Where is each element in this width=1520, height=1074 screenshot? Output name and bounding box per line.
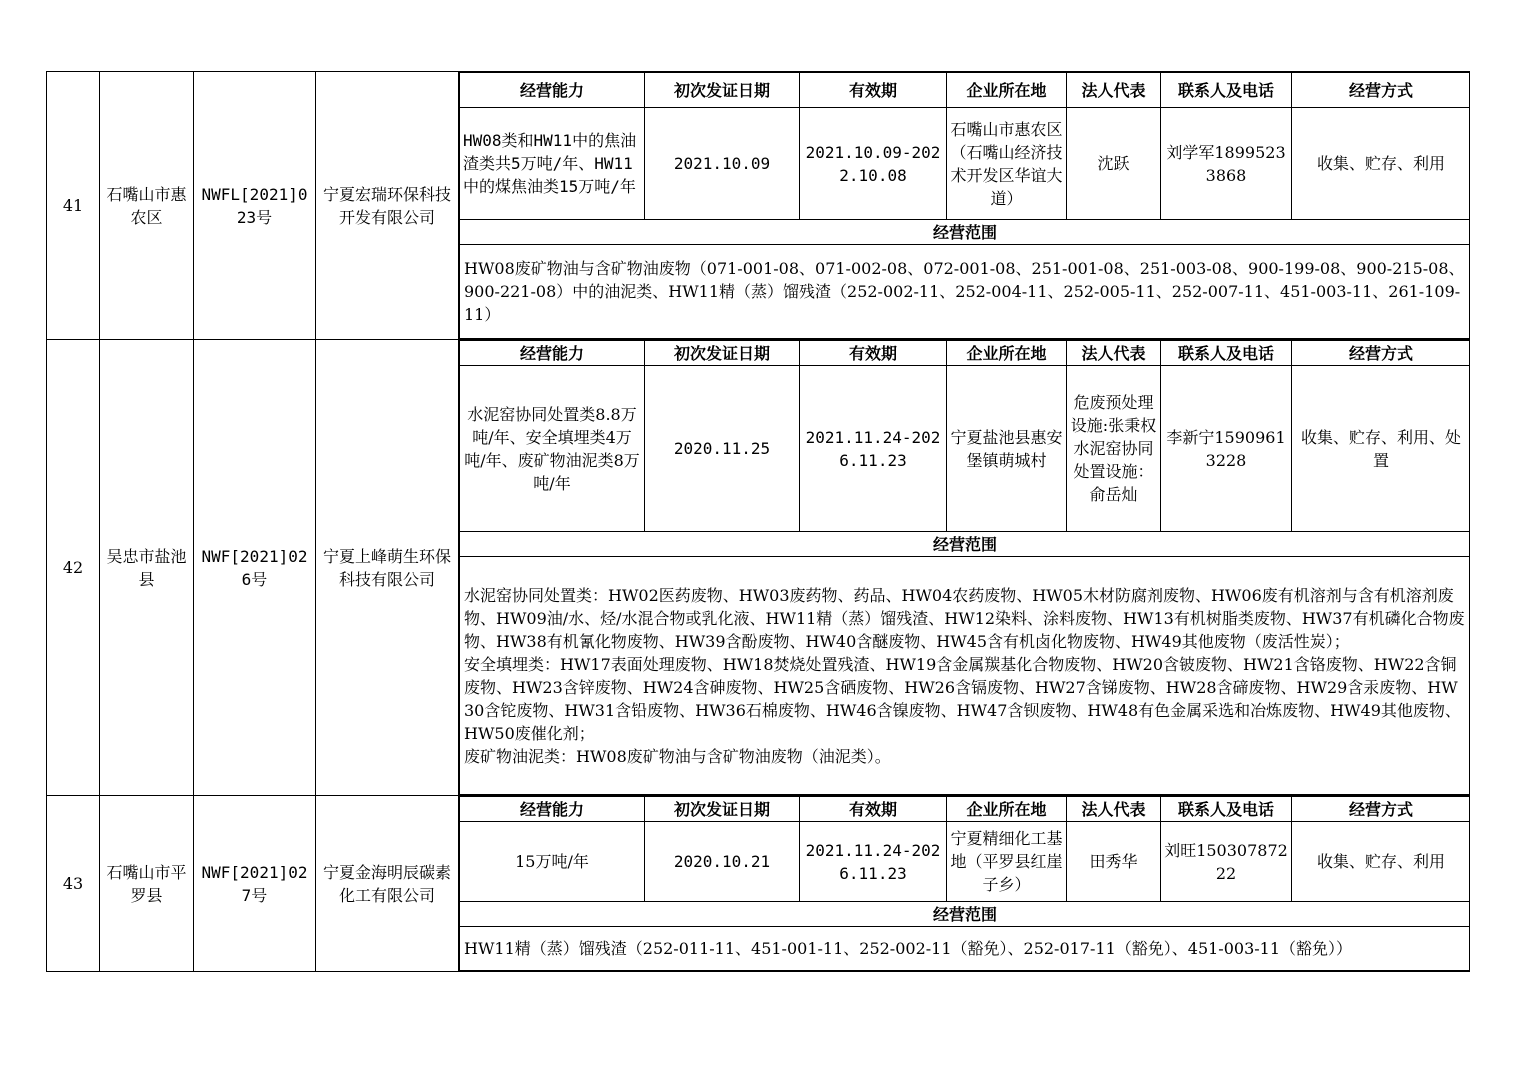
first-date-cell: 2020.10.21 [645, 822, 800, 902]
scope-row [460, 557, 1470, 795]
detail-value-row [460, 366, 1470, 532]
header-method: 经营方式 [1292, 797, 1470, 822]
contact-cell: 李新宁15909613228 [1161, 366, 1292, 532]
first-date-cell: 2021.10.09 [645, 108, 800, 220]
header-validity: 有效期 [800, 797, 947, 822]
header-validity: 有效期 [800, 341, 947, 366]
license-number-cell: NWF[2021]027号 [194, 796, 316, 972]
header-location: 企业所在地 [947, 341, 1067, 366]
header-first-date: 初次发证日期 [645, 73, 800, 108]
license-number-cell: NWF[2021]026号 [194, 340, 316, 796]
company-name-cell: 宁夏上峰萌生环保科技有限公司 [316, 340, 459, 796]
validity-cell: 2021.10.09-2022.10.08 [800, 108, 947, 220]
validity-cell: 2021.11.24-2026.11.23 [800, 366, 947, 532]
header-contact: 联系人及电话 [1161, 797, 1292, 822]
detail-subtable [459, 796, 1470, 971]
scope-cell: 水泥窑协同处置类：HW02医药废物、HW03废药物、药品、HW04农药废物、HW05木材防腐剂废物、HW06废有机溶剂与含有机溶剂废物、HW09油/水、烃/水混合物或乳化液、HW11精（蒸）馏残渣、HW12染料、涂料废物、HW13有机树脂类废物、HW37有机磷化合物废物、HW38有机氰化物废物、HW39含酚废物、HW40含醚废物、HW45含有机卤化物废物、HW49其他废物（废活性炭）； 安全填埋类：HW17表面处理废物、HW18焚烧处置残渣、HW19含金属羰基化合物废物、HW20含铍废物、HW21含铬废物、HW22含铜废物、HW23含锌废物、HW24含砷废物、HW25含硒废物、HW26含镉废物、HW27含锑废物、HW28含碲废物、HW29含汞废物、HW30含铊废物、HW31含铅废物、HW36石棉废物、HW46含镍废物、HW47含钡废物、HW48有色金属采选和冶炼废物、HW49其他废物、HW50废催化剂； 废矿物油泥类：HW08废矿物油与含矿物油废物（油泥类）。 [460, 557, 1470, 795]
header-first-date: 初次发证日期 [645, 797, 800, 822]
company-name-cell: 宁夏宏瑞环保科技开发有限公司 [316, 72, 459, 340]
scope-cell: HW11精（蒸）馏残渣（252-011-11、451-001-11、252-002-11（豁免）、252-017-11（豁免）、451-003-11（豁免）） [460, 927, 1470, 971]
license-table [46, 71, 1470, 972]
legal-rep-cell: 沈跃 [1067, 108, 1161, 220]
header-method: 经营方式 [1292, 341, 1470, 366]
header-capacity: 经营能力 [460, 73, 645, 108]
header-capacity: 经营能力 [460, 797, 645, 822]
header-legal-rep: 法人代表 [1067, 341, 1161, 366]
method-cell: 收集、贮存、利用、处置 [1292, 366, 1470, 532]
header-scope: 经营范围 [460, 532, 1470, 557]
company-name-cell: 宁夏金海明辰碳素化工有限公司 [316, 796, 459, 972]
contact-cell: 刘学军18995233868 [1161, 108, 1292, 220]
method-cell: 收集、贮存、利用 [1292, 822, 1470, 902]
detail-value-row [460, 822, 1470, 902]
license-number-cell: NWFL[2021]023号 [194, 72, 316, 340]
detail-block [459, 340, 1470, 796]
header-scope: 经营范围 [460, 902, 1470, 927]
header-contact: 联系人及电话 [1161, 73, 1292, 108]
detail-header-row [460, 341, 1470, 366]
detail-header-row [460, 797, 1470, 822]
header-first-date: 初次发证日期 [645, 341, 800, 366]
detail-block [459, 72, 1470, 340]
table-row [47, 796, 1470, 972]
method-cell: 收集、贮存、利用 [1292, 108, 1470, 220]
location-cell: 宁夏精细化工基地（平罗县红崖子乡） [947, 822, 1067, 902]
table-row [47, 72, 1470, 340]
validity-cell: 2021.11.24-2026.11.23 [800, 822, 947, 902]
capacity-cell: 15万吨/年 [460, 822, 645, 902]
detail-header-row [460, 73, 1470, 108]
location-cell: 宁夏盐池县惠安堡镇萌城村 [947, 366, 1067, 532]
scope-header-row [460, 902, 1470, 927]
detail-block [459, 796, 1470, 972]
row-number: 43 [47, 796, 100, 972]
header-legal-rep: 法人代表 [1067, 797, 1161, 822]
location-cell: 石嘴山市惠农区（石嘴山经济技术开发区华谊大道） [947, 108, 1067, 220]
header-location: 企业所在地 [947, 797, 1067, 822]
table-row [47, 340, 1470, 796]
scope-header-row [460, 532, 1470, 557]
capacity-cell: HW08类和HW11中的焦油渣类共5万吨/年、HW11中的煤焦油类15万吨/年 [460, 108, 645, 220]
scope-cell: HW08废矿物油与含矿物油废物（071-001-08、071-002-08、072-001-08、251-001-08、251-003-08、900-199-08、900-215-08、900-221-08）中的油泥类、HW11精（蒸）馏残渣（252-002-11、252-004-11、252-005-11、252-007-11、451-003-11、261-109-11） [460, 245, 1470, 339]
contact-cell: 刘旺15030787222 [1161, 822, 1292, 902]
header-validity: 有效期 [800, 73, 947, 108]
header-method: 经营方式 [1292, 73, 1470, 108]
header-contact: 联系人及电话 [1161, 341, 1292, 366]
detail-subtable [459, 340, 1470, 795]
first-date-cell: 2020.11.25 [645, 366, 800, 532]
scope-row [460, 927, 1470, 971]
header-legal-rep: 法人代表 [1067, 73, 1161, 108]
row-number: 42 [47, 340, 100, 796]
header-location: 企业所在地 [947, 73, 1067, 108]
region-cell: 吴忠市盐池县 [100, 340, 194, 796]
header-scope: 经营范围 [460, 220, 1470, 245]
legal-rep-cell: 田秀华 [1067, 822, 1161, 902]
header-capacity: 经营能力 [460, 341, 645, 366]
scope-row [460, 245, 1470, 339]
detail-value-row [460, 108, 1470, 220]
row-number: 41 [47, 72, 100, 340]
detail-subtable [459, 72, 1470, 339]
legal-rep-cell: 危废预处理设施:张秉权水泥窑协同处置设施：俞岳灿 [1067, 366, 1161, 532]
capacity-cell: 水泥窑协同处置类8.8万吨/年、安全填埋类4万吨/年、废矿物油泥类8万吨/年 [460, 366, 645, 532]
region-cell: 石嘴山市惠农区 [100, 72, 194, 340]
scope-header-row [460, 220, 1470, 245]
region-cell: 石嘴山市平罗县 [100, 796, 194, 972]
